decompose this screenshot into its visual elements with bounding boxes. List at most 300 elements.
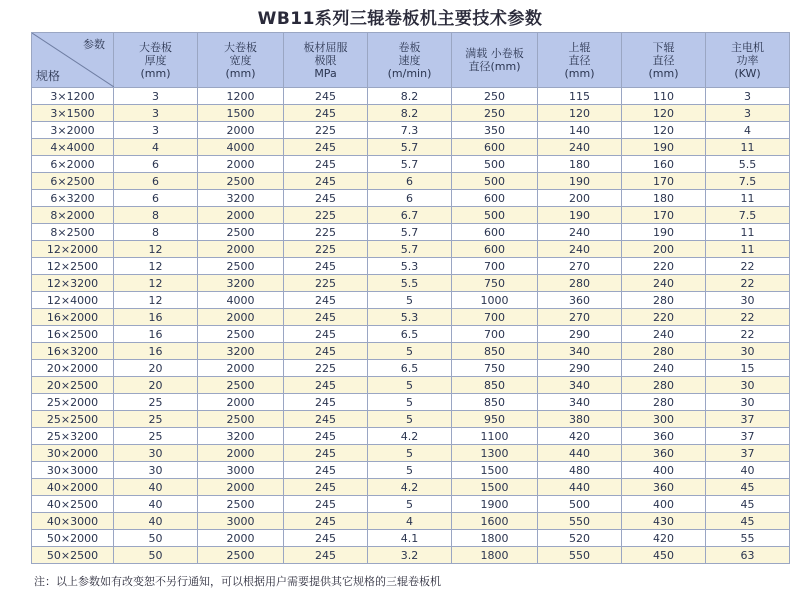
value-cell: 6 [368, 190, 452, 207]
value-cell: 20 [114, 360, 198, 377]
value-cell: 420 [622, 530, 706, 547]
value-cell: 200 [622, 241, 706, 258]
table-row [32, 292, 790, 309]
spec-cell: 20×2000 [32, 360, 114, 377]
corner-spec-label: 规格 [36, 69, 61, 83]
value-cell: 6.5 [368, 326, 452, 343]
spec-cell: 30×2000 [32, 445, 114, 462]
value-cell: 4.2 [368, 479, 452, 496]
value-cell: 245 [284, 88, 368, 105]
spec-cell: 40×3000 [32, 513, 114, 530]
value-cell: 25 [114, 394, 198, 411]
column-header-width [198, 33, 284, 88]
table-row [32, 173, 790, 190]
value-cell: 20 [114, 377, 198, 394]
value-cell: 4000 [198, 292, 284, 309]
column-header-lower-roll [622, 33, 706, 88]
column-header-line: 主电机 [731, 40, 764, 54]
value-cell: 245 [284, 547, 368, 564]
spec-cell: 50×2000 [32, 530, 114, 547]
value-cell: 11 [706, 139, 790, 156]
value-cell: 245 [284, 479, 368, 496]
value-cell: 140 [538, 122, 622, 139]
value-cell: 245 [284, 428, 368, 445]
value-cell: 22 [706, 275, 790, 292]
value-cell: 500 [452, 207, 538, 224]
column-header-speed [368, 33, 452, 88]
value-cell: 250 [452, 88, 538, 105]
value-cell: 225 [284, 224, 368, 241]
spec-cell: 25×3200 [32, 428, 114, 445]
table-row [32, 496, 790, 513]
value-cell: 245 [284, 394, 368, 411]
table-row [32, 190, 790, 207]
value-cell: 350 [452, 122, 538, 139]
value-cell: 63 [706, 547, 790, 564]
spec-cell: 16×2500 [32, 326, 114, 343]
table-row [32, 139, 790, 156]
column-header-line: (m/min) [387, 66, 432, 80]
value-cell: 3 [114, 122, 198, 139]
value-cell: 850 [452, 394, 538, 411]
value-cell: 245 [284, 139, 368, 156]
value-cell: 1500 [452, 479, 538, 496]
value-cell: 8 [114, 207, 198, 224]
value-cell: 3 [114, 88, 198, 105]
spec-cell: 4×4000 [32, 139, 114, 156]
column-header-line: 上辊 [568, 40, 591, 54]
value-cell: 5.7 [368, 139, 452, 156]
value-cell: 45 [706, 496, 790, 513]
value-cell: 3200 [198, 190, 284, 207]
value-cell: 600 [452, 241, 538, 258]
value-cell: 420 [538, 428, 622, 445]
value-cell: 280 [622, 292, 706, 309]
value-cell: 500 [538, 496, 622, 513]
table-row [32, 411, 790, 428]
column-header-line: (mm) [564, 66, 595, 80]
value-cell: 6 [114, 190, 198, 207]
spec-cell: 16×3200 [32, 343, 114, 360]
spec-cell: 20×2500 [32, 377, 114, 394]
value-cell: 4.2 [368, 428, 452, 445]
value-cell: 245 [284, 292, 368, 309]
value-cell: 225 [284, 360, 368, 377]
table-row [32, 530, 790, 547]
value-cell: 225 [284, 122, 368, 139]
value-cell: 8 [114, 224, 198, 241]
value-cell: 5.7 [368, 156, 452, 173]
value-cell: 280 [622, 377, 706, 394]
value-cell: 340 [538, 343, 622, 360]
value-cell: 15 [706, 360, 790, 377]
value-cell: 25 [114, 428, 198, 445]
value-cell: 245 [284, 105, 368, 122]
value-cell: 30 [706, 343, 790, 360]
value-cell: 50 [114, 530, 198, 547]
table-row [32, 360, 790, 377]
value-cell: 12 [114, 292, 198, 309]
spec-cell: 40×2000 [32, 479, 114, 496]
value-cell: 5.5 [706, 156, 790, 173]
table-row [32, 224, 790, 241]
value-cell: 5 [368, 292, 452, 309]
value-cell: 5.3 [368, 258, 452, 275]
value-cell: 2000 [198, 445, 284, 462]
value-cell: 480 [538, 462, 622, 479]
table-row [32, 343, 790, 360]
value-cell: 850 [452, 343, 538, 360]
footnote: 注：以上参数如有改变恕不另行通知，可以根据用户需要提供其它规格的三辊卷板机 [34, 575, 441, 588]
table-header-row [32, 33, 790, 88]
value-cell: 3 [706, 105, 790, 122]
value-cell: 120 [538, 105, 622, 122]
value-cell: 400 [622, 496, 706, 513]
value-cell: 30 [114, 445, 198, 462]
value-cell: 5 [368, 445, 452, 462]
value-cell: 245 [284, 496, 368, 513]
value-cell: 2500 [198, 326, 284, 343]
column-header-line: 下辊 [652, 40, 675, 54]
table-body [32, 88, 790, 564]
value-cell: 520 [538, 530, 622, 547]
value-cell: 700 [452, 258, 538, 275]
value-cell: 5.7 [368, 224, 452, 241]
column-header-thickness [114, 33, 198, 88]
value-cell: 440 [538, 445, 622, 462]
spec-cell: 25×2500 [32, 411, 114, 428]
value-cell: 4 [114, 139, 198, 156]
column-header-line: 大卷板 [224, 40, 257, 54]
value-cell: 8.2 [368, 88, 452, 105]
value-cell: 1000 [452, 292, 538, 309]
value-cell: 700 [452, 309, 538, 326]
column-header-line: 满载 小卷板 [465, 47, 524, 60]
column-header-line: 大卷板 [139, 40, 172, 54]
table-row [32, 207, 790, 224]
table-row [32, 513, 790, 530]
value-cell: 4.1 [368, 530, 452, 547]
column-header-line: 速度 [398, 53, 421, 67]
value-cell: 12 [114, 275, 198, 292]
value-cell: 850 [452, 377, 538, 394]
value-cell: 30 [706, 377, 790, 394]
value-cell: 240 [622, 326, 706, 343]
spec-cell: 3×1500 [32, 105, 114, 122]
value-cell: 2500 [198, 411, 284, 428]
value-cell: 7.5 [706, 173, 790, 190]
value-cell: 360 [622, 479, 706, 496]
value-cell: 380 [538, 411, 622, 428]
table-row [32, 275, 790, 292]
value-cell: 6.5 [368, 360, 452, 377]
value-cell: 2000 [198, 241, 284, 258]
value-cell: 245 [284, 377, 368, 394]
value-cell: 11 [706, 190, 790, 207]
value-cell: 220 [622, 258, 706, 275]
table-row [32, 479, 790, 496]
table-row [32, 547, 790, 564]
value-cell: 240 [538, 224, 622, 241]
value-cell: 110 [622, 88, 706, 105]
value-cell: 170 [622, 173, 706, 190]
value-cell: 550 [538, 513, 622, 530]
value-cell: 1500 [198, 105, 284, 122]
value-cell: 280 [622, 394, 706, 411]
value-cell: 245 [284, 343, 368, 360]
value-cell: 6 [114, 173, 198, 190]
value-cell: 2000 [198, 207, 284, 224]
value-cell: 40 [114, 513, 198, 530]
value-cell: 2500 [198, 224, 284, 241]
column-header-line: MPa [314, 66, 337, 80]
value-cell: 5 [368, 394, 452, 411]
value-cell: 240 [622, 360, 706, 377]
column-header-line: 极限 [314, 53, 337, 67]
value-cell: 3200 [198, 343, 284, 360]
value-cell: 22 [706, 258, 790, 275]
value-cell: 2500 [198, 496, 284, 513]
value-cell: 37 [706, 428, 790, 445]
column-header-line: (KW) [734, 66, 761, 80]
value-cell: 245 [284, 326, 368, 343]
value-cell: 250 [452, 105, 538, 122]
value-cell: 750 [452, 275, 538, 292]
value-cell: 115 [538, 88, 622, 105]
value-cell: 1300 [452, 445, 538, 462]
value-cell: 2000 [198, 122, 284, 139]
spec-cell: 3×2000 [32, 122, 114, 139]
value-cell: 1500 [452, 462, 538, 479]
value-cell: 5.5 [368, 275, 452, 292]
value-cell: 245 [284, 411, 368, 428]
table-row [32, 377, 790, 394]
spec-cell: 6×2000 [32, 156, 114, 173]
table-row [32, 258, 790, 275]
value-cell: 37 [706, 411, 790, 428]
value-cell: 11 [706, 241, 790, 258]
value-cell: 190 [622, 139, 706, 156]
table-row [32, 122, 790, 139]
spec-cell: 12×2500 [32, 258, 114, 275]
value-cell: 7.5 [706, 207, 790, 224]
value-cell: 340 [538, 377, 622, 394]
table-row [32, 462, 790, 479]
value-cell: 2000 [198, 309, 284, 326]
value-cell: 2500 [198, 377, 284, 394]
value-cell: 6 [114, 156, 198, 173]
value-cell: 225 [284, 207, 368, 224]
value-cell: 170 [622, 207, 706, 224]
value-cell: 950 [452, 411, 538, 428]
value-cell: 6.7 [368, 207, 452, 224]
value-cell: 240 [622, 275, 706, 292]
value-cell: 340 [538, 394, 622, 411]
table-row [32, 241, 790, 258]
corner-parameter-label: 参数 [83, 38, 105, 51]
corner-header-cell [32, 33, 114, 88]
value-cell: 440 [538, 479, 622, 496]
value-cell: 500 [452, 156, 538, 173]
value-cell: 270 [538, 309, 622, 326]
table-row [32, 428, 790, 445]
spec-cell: 30×3000 [32, 462, 114, 479]
value-cell: 2500 [198, 173, 284, 190]
value-cell: 12 [114, 258, 198, 275]
value-cell: 290 [538, 326, 622, 343]
value-cell: 280 [622, 343, 706, 360]
value-cell: 120 [622, 122, 706, 139]
table-row [32, 88, 790, 105]
value-cell: 30 [706, 394, 790, 411]
value-cell: 5 [368, 343, 452, 360]
value-cell: 160 [622, 156, 706, 173]
value-cell: 40 [706, 462, 790, 479]
value-cell: 220 [622, 309, 706, 326]
value-cell: 3000 [198, 513, 284, 530]
column-header-line: (mm) [225, 66, 256, 80]
value-cell: 8.2 [368, 105, 452, 122]
value-cell: 245 [284, 513, 368, 530]
value-cell: 1200 [198, 88, 284, 105]
value-cell: 245 [284, 530, 368, 547]
value-cell: 45 [706, 513, 790, 530]
column-header-line: (mm) [140, 66, 171, 80]
value-cell: 3 [114, 105, 198, 122]
table-row [32, 105, 790, 122]
value-cell: 1600 [452, 513, 538, 530]
spec-cell: 25×2000 [32, 394, 114, 411]
value-cell: 2500 [198, 258, 284, 275]
value-cell: 2000 [198, 479, 284, 496]
column-header-line: 厚度 [144, 53, 167, 67]
value-cell: 5 [368, 462, 452, 479]
value-cell: 6 [368, 173, 452, 190]
column-header-line: 直径(mm) [468, 60, 521, 73]
value-cell: 1800 [452, 547, 538, 564]
column-header-min-diameter [452, 33, 538, 88]
value-cell: 245 [284, 156, 368, 173]
value-cell: 1100 [452, 428, 538, 445]
table-row [32, 156, 790, 173]
value-cell: 30 [114, 462, 198, 479]
table-row [32, 445, 790, 462]
value-cell: 22 [706, 326, 790, 343]
spec-table-wrapper [31, 32, 789, 564]
value-cell: 5 [368, 377, 452, 394]
value-cell: 190 [538, 207, 622, 224]
value-cell: 225 [284, 241, 368, 258]
column-header-line: (mm) [648, 66, 679, 80]
value-cell: 240 [538, 139, 622, 156]
value-cell: 550 [538, 547, 622, 564]
value-cell: 245 [284, 258, 368, 275]
value-cell: 55 [706, 530, 790, 547]
value-cell: 7.3 [368, 122, 452, 139]
value-cell: 200 [538, 190, 622, 207]
spec-cell: 40×2500 [32, 496, 114, 513]
value-cell: 190 [622, 224, 706, 241]
value-cell: 430 [622, 513, 706, 530]
column-header-motor-power [706, 33, 790, 88]
value-cell: 3.2 [368, 547, 452, 564]
value-cell: 3200 [198, 275, 284, 292]
value-cell: 16 [114, 343, 198, 360]
value-cell: 400 [622, 462, 706, 479]
column-header-line: 直径 [652, 53, 675, 67]
spec-cell: 12×2000 [32, 241, 114, 258]
value-cell: 300 [622, 411, 706, 428]
value-cell: 30 [706, 292, 790, 309]
value-cell: 40 [114, 479, 198, 496]
value-cell: 600 [452, 139, 538, 156]
value-cell: 750 [452, 360, 538, 377]
value-cell: 360 [622, 428, 706, 445]
column-header-line: 直径 [568, 53, 591, 67]
value-cell: 3000 [198, 462, 284, 479]
value-cell: 45 [706, 479, 790, 496]
value-cell: 700 [452, 326, 538, 343]
spec-cell: 6×3200 [32, 190, 114, 207]
value-cell: 11 [706, 224, 790, 241]
spec-cell: 3×1200 [32, 88, 114, 105]
value-cell: 240 [538, 241, 622, 258]
value-cell: 5 [368, 411, 452, 428]
value-cell: 245 [284, 462, 368, 479]
value-cell: 2000 [198, 360, 284, 377]
value-cell: 360 [538, 292, 622, 309]
value-cell: 4 [706, 122, 790, 139]
table-row [32, 394, 790, 411]
value-cell: 270 [538, 258, 622, 275]
value-cell: 5.3 [368, 309, 452, 326]
value-cell: 245 [284, 190, 368, 207]
value-cell: 180 [622, 190, 706, 207]
column-header-line: 宽度 [229, 53, 252, 67]
value-cell: 16 [114, 326, 198, 343]
value-cell: 1900 [452, 496, 538, 513]
value-cell: 22 [706, 309, 790, 326]
value-cell: 5.7 [368, 241, 452, 258]
value-cell: 4 [368, 513, 452, 530]
value-cell: 360 [622, 445, 706, 462]
table-row [32, 309, 790, 326]
table-row [32, 326, 790, 343]
spec-cell: 16×2000 [32, 309, 114, 326]
value-cell: 245 [284, 173, 368, 190]
value-cell: 120 [622, 105, 706, 122]
value-cell: 2000 [198, 394, 284, 411]
spec-cell: 6×2500 [32, 173, 114, 190]
value-cell: 450 [622, 547, 706, 564]
value-cell: 2000 [198, 530, 284, 547]
column-header-line: 板材屈服 [303, 40, 348, 54]
value-cell: 2000 [198, 156, 284, 173]
value-cell: 16 [114, 309, 198, 326]
value-cell: 245 [284, 445, 368, 462]
spec-cell: 12×3200 [32, 275, 114, 292]
value-cell: 25 [114, 411, 198, 428]
value-cell: 2500 [198, 547, 284, 564]
spec-cell: 50×2500 [32, 547, 114, 564]
value-cell: 600 [452, 190, 538, 207]
page-title: WB11系列三辊卷板机主要技术参数 [257, 9, 543, 29]
value-cell: 500 [452, 173, 538, 190]
value-cell: 290 [538, 360, 622, 377]
value-cell: 190 [538, 173, 622, 190]
value-cell: 40 [114, 496, 198, 513]
spec-table [31, 32, 790, 564]
